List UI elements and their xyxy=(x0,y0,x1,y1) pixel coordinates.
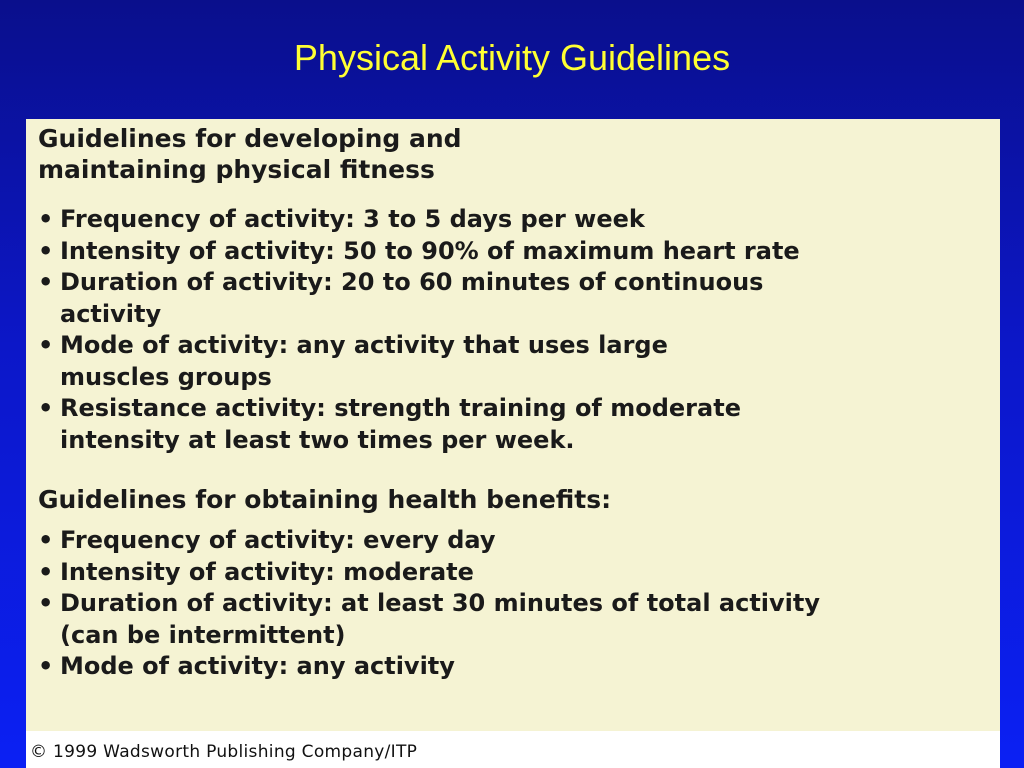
list-item-duration xyxy=(38,588,1000,651)
fitness-guidelines-list xyxy=(38,204,1000,456)
item-text: Intensity of activity: 50 to 90% of maximum heart rate xyxy=(60,236,800,265)
section-heading-health xyxy=(38,484,1000,515)
bullet-icon: • xyxy=(38,394,54,422)
bullet-icon: • xyxy=(38,557,54,586)
bullet-icon: • xyxy=(38,331,54,359)
list-item-frequency xyxy=(38,525,1000,557)
guidelines-box xyxy=(26,119,1000,731)
bullet-icon: • xyxy=(38,205,54,233)
bullet-icon: • xyxy=(38,652,54,680)
item-text: Mode of activity: any activity xyxy=(60,652,455,680)
copyright-bar xyxy=(26,731,1000,768)
health-guidelines-list xyxy=(38,525,1000,683)
item-text-continued: activity xyxy=(60,299,162,328)
heading-line: maintaining physical fitness xyxy=(38,155,435,184)
item-text: Frequency of activity: 3 to 5 days per week xyxy=(60,205,645,233)
bullet-icon: • xyxy=(38,236,54,265)
list-item-intensity xyxy=(38,236,1000,268)
item-text-continued: intensity at least two times per week. xyxy=(60,425,575,454)
list-item-resistance xyxy=(38,393,1000,456)
list-item-mode xyxy=(38,330,1000,393)
heading-line: Guidelines for developing and xyxy=(38,124,462,153)
slide-title: Physical Activity Guidelines xyxy=(293,37,731,78)
item-text-continued: (can be intermittent) xyxy=(60,620,346,649)
item-text: Duration of activity: at least 30 minutes of total activity xyxy=(60,589,821,617)
heading-line: Guidelines for obtaining health benefits: xyxy=(38,485,612,514)
list-item-duration xyxy=(38,267,1000,330)
copyright-text: © 1999 Wadsworth Publishing Company/ITP xyxy=(30,742,418,762)
section-heading-fitness xyxy=(38,123,1000,185)
bullet-icon: • xyxy=(38,268,54,296)
bullet-icon: • xyxy=(38,589,54,617)
list-item-mode xyxy=(38,651,1000,683)
list-item-intensity xyxy=(38,557,1000,589)
item-text: Resistance activity: strength training of moderate xyxy=(60,394,741,422)
list-item-frequency xyxy=(38,204,1000,236)
bullet-icon: • xyxy=(38,526,54,554)
item-text: Mode of activity: any activity that uses large xyxy=(60,331,668,359)
item-text: Frequency of activity: every day xyxy=(60,526,496,554)
item-text-continued: muscles groups xyxy=(60,362,272,391)
item-text: Intensity of activity: moderate xyxy=(60,557,474,586)
item-text: Duration of activity: 20 to 60 minutes of continuous xyxy=(60,268,764,296)
